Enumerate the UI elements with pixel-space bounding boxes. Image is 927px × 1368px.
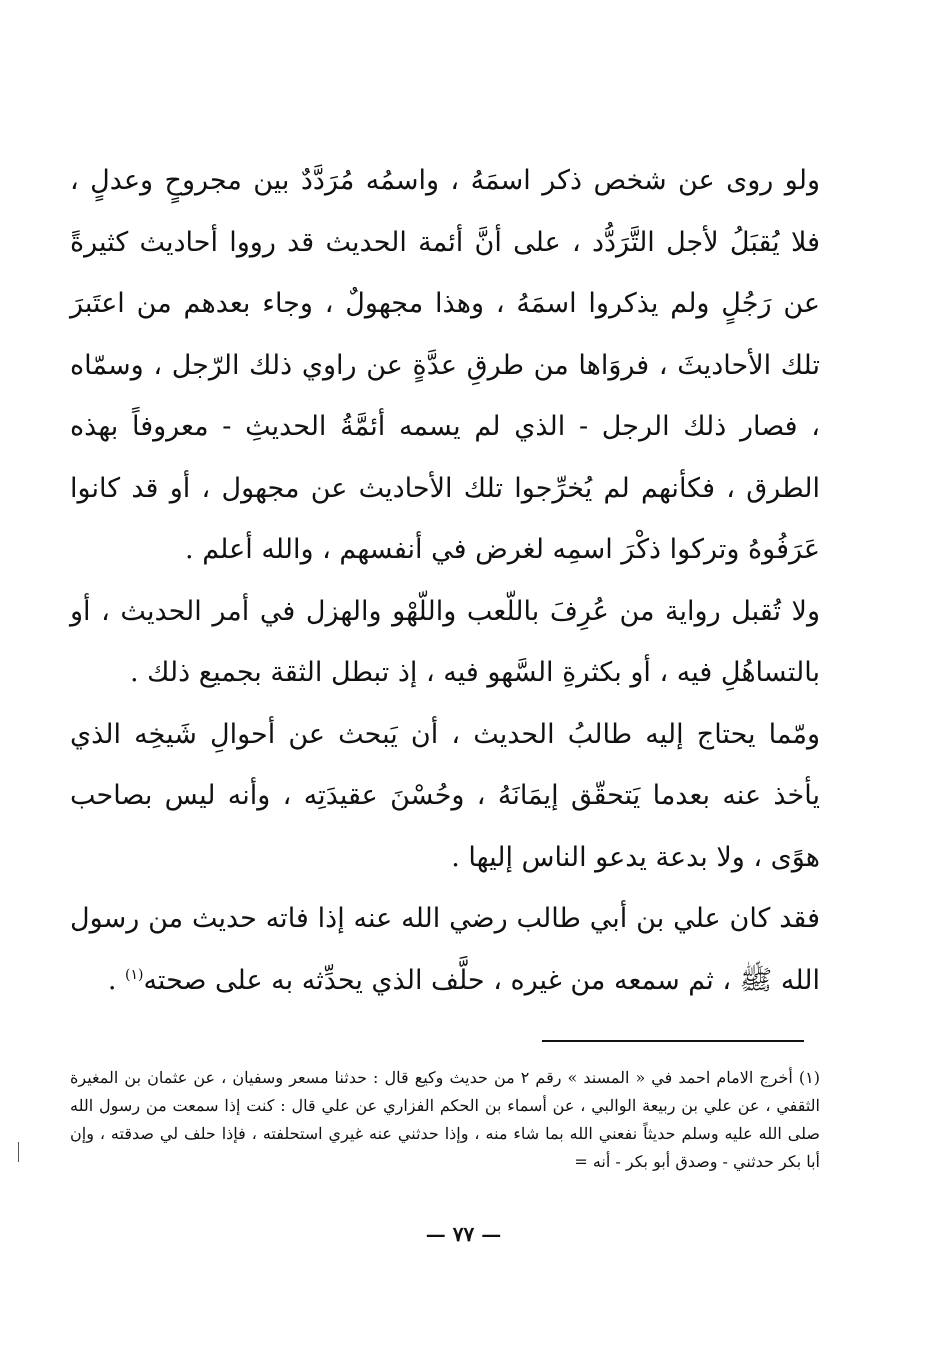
paragraph-4-text: فقد كان علي بن أبي طالب رضي الله عنه إذا فاته حديث من رسول الله ﷺ ، ثم سمعه من غيره ، حلَّف الذي يحدِّثه به على صحته [70, 903, 820, 996]
main-text [70, 150, 820, 1011]
paragraph-1: ولو روى عن شخص ذكر اسمَهُ ، واسمُه مُرَدَّدٌ بين مجروحٍ وعدلٍ ، فلا يُقبَلُ لأجل التَّرَدُّد ، على أنَّ أئمة الحديث قد رووا أحاديث كثيرةً عن رَجُلٍ ولم يذكروا اسمَهُ ، وهذا مجهولٌ ، وجاء بعدهم من اعتَبرَ تلك الأحاديثَ ، فروَاها من طرقِ عدَّةٍ عن راوي ذلك الرّجل ، وسمّاه ، فصار ذلك الرجل - الذي لم يسمه أئمَّةُ الحديثِ - معروفاً بهذه الطرق ، فكأنهم لم يُخرِّجوا تلك الأحاديث عن مجهول ، أو قد كانوا عَرَفُوهُ وتركوا ذكْرَ اسمِه لغرض في أنفسهم ، والله أعلم . [70, 165, 820, 565]
footnote-reference: (١) [124, 966, 144, 983]
paragraph-4 [70, 888, 820, 1011]
paragraph-4-end: . [107, 964, 125, 996]
scan-artifact [18, 1142, 19, 1162]
footnote-text: (١) أخرج الامام احمد في « المسند » رقم ٢ من حديث وكيع قال : حدثنا مسعر وسفيان ، عن عثمان بن المغيرة الثقفي ، عن علي بن ربيعة الوالبي ، عن أسماء بن الحكم الفزاري عن علي قال : كنت إذا سمعت من رسول الله صلى الله عليه وسلم حديثاً نفعني الله بما شاء منه ، وإذا حدثني عنه غيري استحلفته ، فإذا حلف لي صدقته ، وإن أبا بكر حدثني - وصدق أبو بكر - أنه = [70, 1068, 821, 1171]
page-number: — ٧٧ — [425, 1222, 502, 1246]
footnote-separator [542, 1040, 804, 1042]
paragraph-3: ومّما يحتاج إليه طالبُ الحديث ، أن يَبحث عن أحوالِ شَيخِه الذي يأخذ عنه بعدما يَتحقّق إيمَانَهُ ، وحُسْنَ عقيدَتِه ، وأنه ليس بصاحب هوًى ، ولا بدعة يدعو الناس إليها . [70, 718, 820, 873]
paragraph-2: ولا تُقبل رواية من عُرِفَ باللّعب واللّهْو والهزل في أمر الحديث ، أو بالتساهُلِ فيه ، أو بكثرةِ السَّهو فيه ، إذ تبطل الثقة بجميع ذلك . [70, 595, 820, 688]
footnote [70, 1064, 820, 1176]
